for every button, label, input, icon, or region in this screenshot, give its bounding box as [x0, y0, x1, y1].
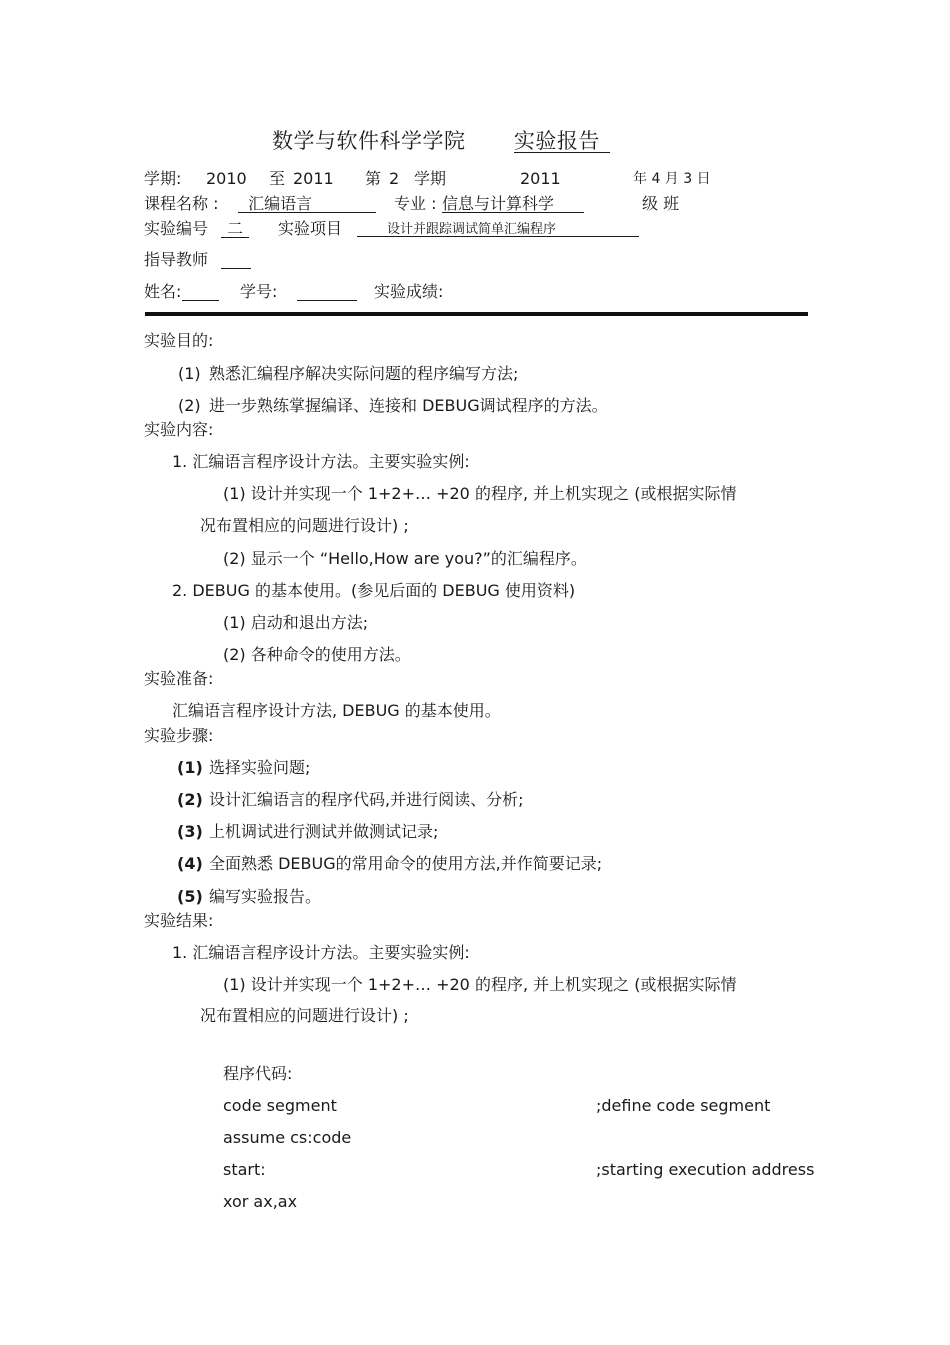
step-text: 全面熟悉 DEBUG的常用命令的使用方法,并作简要记录; — [209, 854, 603, 873]
content-subitem: (2) 各种命令的使用方法。 — [223, 645, 411, 664]
purpose-heading: 实验目的: — [144, 331, 214, 350]
content-item: 2. DEBUG 的基本使用。(参见后面的 DEBUG 使用资料) — [172, 581, 576, 600]
step-num: (3) — [177, 822, 203, 841]
score-label: 实验成绩: — [374, 282, 444, 301]
date-year: 2011 — [520, 169, 561, 188]
prep-heading: 实验准备: — [144, 669, 214, 688]
step-num: (4) — [177, 854, 203, 873]
project-label: 实验项目 — [278, 219, 343, 238]
step-text: 设计汇编语言的程序代码,并进行阅读、分析; — [209, 790, 524, 809]
steps-heading: 实验步骤: — [144, 726, 214, 745]
id-blank — [297, 300, 357, 301]
step-text: 上机调试进行测试并做测试记录; — [209, 822, 439, 841]
results-heading: 实验结果: — [144, 911, 214, 930]
step-text: 编写实验报告。 — [209, 887, 322, 906]
teacher-blank — [221, 268, 251, 269]
exp-no-label: 实验编号 — [144, 219, 209, 238]
page-title — [272, 131, 610, 153]
report-title: 实验报告 — [514, 131, 610, 153]
semester-number: 2 — [389, 169, 400, 188]
name-blank — [182, 300, 219, 301]
results-subitem: (1) 设计并实现一个 1+2+… +20 的程序, 并上机实现之 (或根据实际情 — [223, 975, 737, 994]
year-start: 2010 — [206, 169, 247, 188]
semester-suffix: 学期 — [414, 169, 447, 188]
code-line: assume cs:code — [223, 1128, 352, 1147]
step-num: (1) — [177, 758, 203, 777]
code-line: xor ax,ax — [223, 1192, 298, 1211]
grade-class: 级 班 — [642, 194, 680, 213]
project-value: 设计并跟踪调试简单汇编程序 — [357, 223, 639, 237]
exp-no-value: 二 — [221, 221, 249, 238]
code-label: 程序代码: — [223, 1064, 293, 1083]
course-value: 汇编语言 — [238, 196, 376, 213]
date-rest: 年 4 月 3 日 — [633, 171, 711, 187]
step-num: (5) — [177, 887, 203, 906]
year-to: 至 — [269, 169, 286, 188]
prep-text: 汇编语言程序设计方法, DEBUG 的基本使用。 — [172, 701, 501, 720]
school-name: 数学与软件科学学院 — [272, 129, 466, 153]
step-num: (2) — [177, 790, 203, 809]
teacher-label: 指导教师 — [144, 250, 209, 269]
results-item: 1. 汇编语言程序设计方法。主要实验实例: — [172, 943, 470, 962]
purpose-item-num: (1) — [178, 364, 201, 383]
id-label: 学号: — [240, 282, 278, 301]
header-divider — [145, 312, 808, 316]
purpose-item-text: 熟悉汇编程序解决实际问题的程序编写方法; — [209, 364, 519, 383]
step-text: 选择实验问题; — [209, 758, 311, 777]
term-label: 学期: — [144, 169, 182, 188]
code-comment: ;starting execution address — [596, 1160, 815, 1179]
purpose-item-text: 进一步熟练掌握编译、连接和 DEBUG调试程序的方法。 — [209, 396, 608, 415]
code-line: code segment — [223, 1096, 337, 1115]
results-subitem-cont: 况布置相应的问题进行设计) ; — [200, 1006, 409, 1025]
major-value: 信息与计算科学 — [442, 196, 584, 213]
course-label: 课程名称 : — [144, 194, 219, 213]
year-end: 2011 — [293, 169, 334, 188]
name-label: 姓名: — [144, 282, 182, 301]
content-subitem: (2) 显示一个 “Hello,How are you?”的汇编程序。 — [223, 549, 587, 568]
code-comment: ;define code segment — [596, 1096, 771, 1115]
major-label: 专业 : — [394, 194, 437, 213]
content-item: 1. 汇编语言程序设计方法。主要实验实例: — [172, 452, 470, 471]
code-line: start: — [223, 1160, 266, 1179]
purpose-item-num: (2) — [178, 396, 201, 415]
content-subitem: (1) 设计并实现一个 1+2+… +20 的程序, 并上机实现之 (或根据实际情 — [223, 484, 737, 503]
content-heading: 实验内容: — [144, 420, 214, 439]
content-subitem-cont: 况布置相应的问题进行设计) ; — [200, 516, 409, 535]
content-subitem: (1) 启动和退出方法; — [223, 613, 369, 632]
semester-prefix: 第 — [365, 169, 382, 188]
